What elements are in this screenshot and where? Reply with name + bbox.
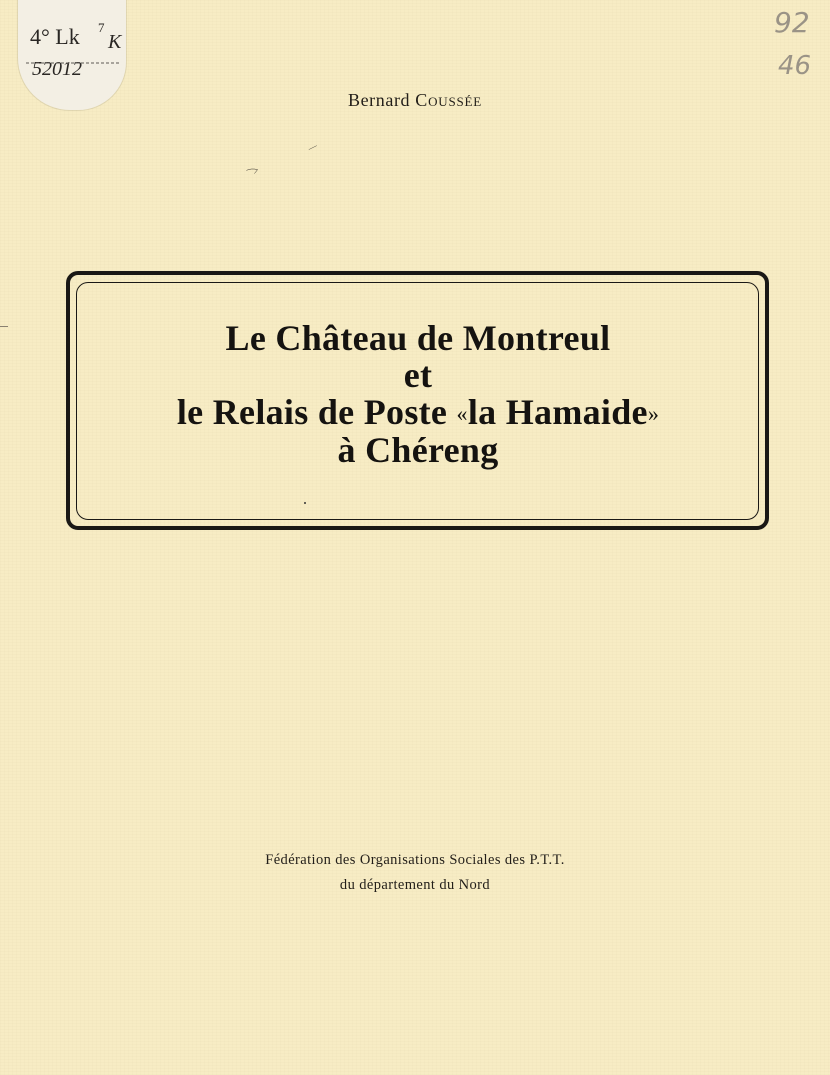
title-quoted-name: la Hamaide: [467, 392, 648, 432]
pencil-note-top: 92: [774, 6, 810, 39]
author-name: [0, 90, 830, 111]
shelfmark-superscript: 7: [98, 20, 105, 35]
frame-speck: [304, 502, 306, 504]
title-line-1: Le Château de Montreul: [225, 318, 611, 358]
publisher: [0, 848, 830, 898]
title-line-3: [70, 394, 766, 432]
title-line-3-text: le Relais de Poste: [176, 392, 448, 432]
open-quote: «: [456, 401, 468, 426]
publisher-line-2: du département du Nord: [339, 877, 491, 893]
pencil-inventory-note: [770, 2, 826, 82]
pencil-note-bottom: 46: [778, 51, 812, 81]
author-last-name: Coussée: [415, 90, 483, 110]
publisher-line-1: Fédération des Organisations Sociales des P.T.T.: [265, 852, 565, 868]
shelfmark-line2: 52012: [32, 58, 82, 80]
title-line-2: et: [403, 355, 433, 395]
edge-mark: [0, 326, 8, 327]
shelfmark-line1: 4° Lk: [30, 24, 80, 49]
document-title: [70, 320, 766, 469]
author-first-name: Bernard: [347, 90, 411, 110]
title-line-4: à Chéreng: [337, 430, 499, 470]
close-quote: »: [647, 401, 660, 426]
pen-stroke-marks: [240, 110, 320, 210]
shelfmark-k: K: [108, 31, 122, 53]
